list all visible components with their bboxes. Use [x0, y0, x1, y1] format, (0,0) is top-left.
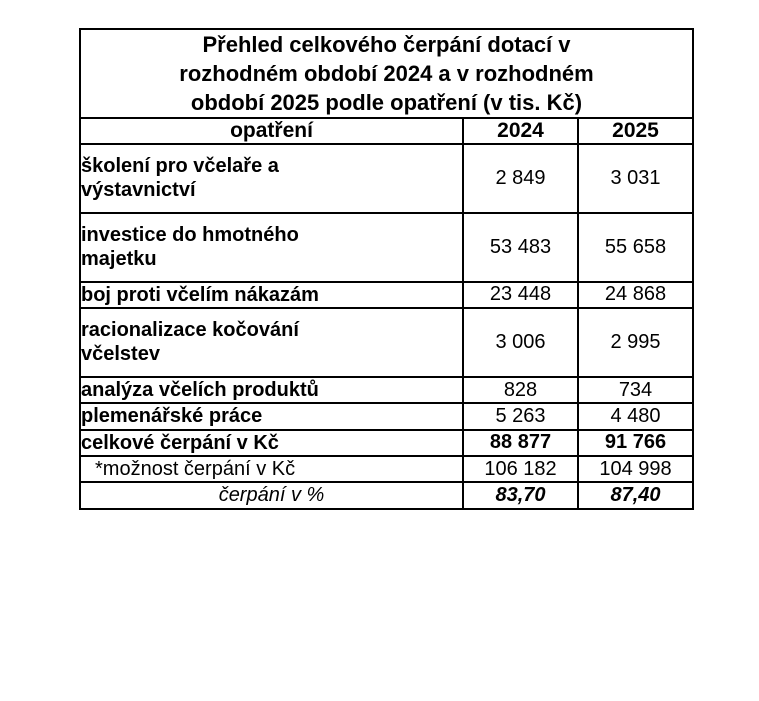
- row-label: [80, 213, 463, 282]
- cell-2025: 4 480: [578, 403, 693, 429]
- title-line-3: období 2025 podle opatření (v tis. Kč): [190, 90, 583, 116]
- row-label: [80, 482, 463, 508]
- cell-2025: 55 658: [578, 213, 693, 282]
- row-label-line-1: čerpání v %: [218, 484, 325, 507]
- row-label: [80, 377, 463, 403]
- table-row: [80, 377, 693, 403]
- column-header-2024: 2024: [463, 118, 578, 144]
- cell-2024: 5 263: [463, 403, 578, 429]
- cell-2024: 106 182: [463, 456, 578, 482]
- cell-2025: 91 766: [578, 430, 693, 456]
- row-label: [80, 456, 463, 482]
- cell-2024: 3 006: [463, 308, 578, 377]
- table-row-possible: [80, 456, 693, 482]
- table-header-row: [80, 118, 693, 144]
- row-label-line-1: investice do hmotného: [81, 223, 299, 246]
- cell-2025: 3 031: [578, 144, 693, 213]
- cell-2024: 828: [463, 377, 578, 403]
- table-row: [80, 213, 693, 282]
- table-row-total: [80, 430, 693, 456]
- cell-2025: 2 995: [578, 308, 693, 377]
- cell-2024: 88 877: [463, 430, 578, 456]
- cell-2024: 2 849: [463, 144, 578, 213]
- table-row: [80, 282, 693, 308]
- cell-2025: 734: [578, 377, 693, 403]
- row-label-line-1: celkové čerpání v Kč: [81, 431, 279, 454]
- page-title: [80, 29, 693, 118]
- table-row: [80, 144, 693, 213]
- table-row: [80, 308, 693, 377]
- title-line-1: Přehled celkového čerpání dotací v: [202, 32, 571, 57]
- row-label: [80, 144, 463, 213]
- cell-2024: 23 448: [463, 282, 578, 308]
- row-label-line-1: racionalizace kočování: [81, 319, 299, 342]
- column-header-2025: 2025: [578, 118, 693, 144]
- row-label: [80, 430, 463, 456]
- row-label-line-1: analýza včelích produktů: [81, 378, 319, 401]
- row-label-line-1: boj proti včelím nákazám: [81, 283, 319, 306]
- row-label-line-2: výstavnictví: [81, 179, 196, 202]
- grant-table-container: [79, 28, 692, 510]
- row-label: [80, 403, 463, 429]
- table-row: [80, 403, 693, 429]
- cell-2024: 83,70: [463, 482, 578, 508]
- cell-2025: 104 998: [578, 456, 693, 482]
- row-label-line-1: plemenářské práce: [81, 405, 263, 428]
- row-label-line-1: *možnost čerpání v Kč: [95, 458, 296, 480]
- cell-2025: 87,40: [578, 482, 693, 508]
- row-label-line-2: včelstev: [81, 343, 160, 366]
- table-title-row: [80, 29, 693, 118]
- cell-2025: 24 868: [578, 282, 693, 308]
- table-row-percent: [80, 482, 693, 508]
- row-label: [80, 282, 463, 308]
- row-label-line-2: majetku: [81, 248, 157, 271]
- row-label-line-1: školení pro včelaře a: [81, 155, 279, 178]
- column-header-opatreni: opatření: [80, 118, 463, 144]
- grant-overview-table: [79, 28, 694, 510]
- title-line-2: rozhodném období 2024 a v rozhodném: [179, 61, 594, 87]
- cell-2024: 53 483: [463, 213, 578, 282]
- row-label: [80, 308, 463, 377]
